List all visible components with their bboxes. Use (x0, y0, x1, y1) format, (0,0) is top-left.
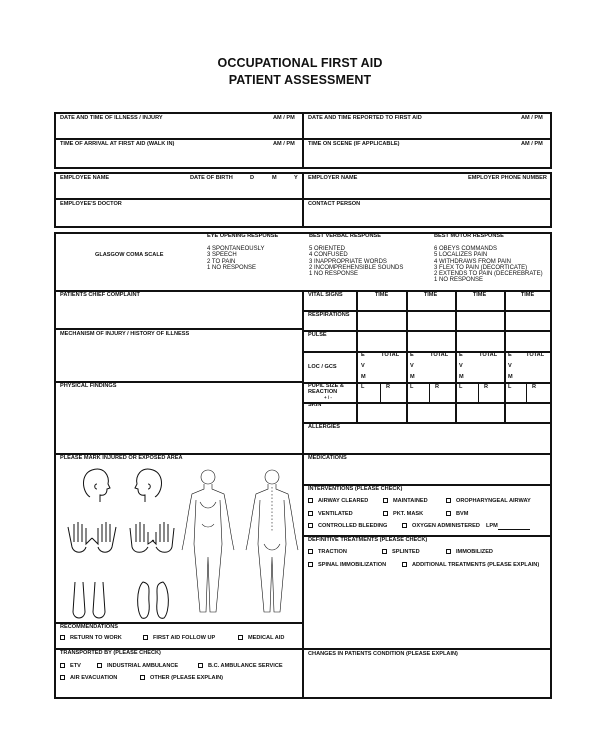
option-label: IMMOBILIZED (456, 549, 493, 555)
eye-response-title: EYE OPENING RESPONSE (207, 233, 279, 239)
checkbox-controlled-bleeding[interactable] (308, 523, 387, 530)
employee-name-field[interactable]: EMPLOYEE NAME (60, 175, 110, 181)
gcs-option: 1 NO RESPONSE (309, 271, 359, 278)
vital-input-cell[interactable] (406, 351, 455, 382)
gcs-v-label: V (459, 363, 463, 369)
gcs-option: 4 WITHDRAWS FROM PAIN (434, 258, 511, 265)
eye-response-list (207, 246, 264, 271)
checkbox-industrial-ambulance[interactable] (97, 663, 178, 670)
checkbox-medical-aid[interactable] (238, 635, 284, 642)
reaction-text: REACTION (308, 389, 338, 395)
checkbox-additional-treatments[interactable] (402, 562, 539, 569)
pupil-right-label: R (532, 384, 537, 390)
checkbox-icon (308, 562, 313, 567)
vital-input-cell[interactable] (504, 298, 551, 310)
vital-input-cell[interactable] (504, 382, 551, 402)
body-diagram[interactable] (60, 462, 300, 622)
gcs-total-label: TOTAL (479, 352, 498, 358)
checkbox-icon (308, 511, 313, 516)
definitive-treatments-title: DEFINITIVE TREATMENTS (PLEASE CHECK) (308, 537, 428, 543)
checkbox-icon (143, 635, 148, 640)
gcs-m-label: M (459, 374, 464, 380)
checkbox-icon (382, 549, 387, 554)
pulse-label: PULSE (308, 332, 327, 338)
loc-gcs-label: LOC / GCS (308, 364, 337, 370)
checkbox-icon (308, 498, 313, 503)
vital-signs-label: VITAL SIGNS (308, 292, 343, 298)
checkbox-traction[interactable] (308, 549, 347, 556)
checkbox-airway-cleared[interactable] (308, 498, 368, 505)
checkbox-icon (402, 523, 407, 528)
vital-input-cell[interactable] (455, 382, 504, 402)
contact-person-field[interactable]: CONTACT PERSON (308, 201, 361, 207)
lpm-label: LPM (486, 523, 498, 529)
vital-input-cell[interactable] (406, 310, 455, 330)
vital-input-cell[interactable] (357, 298, 406, 310)
pupil-right-label: R (484, 384, 489, 390)
pupil-left-label: L (361, 384, 365, 390)
checkbox-icon (238, 635, 243, 640)
option-label: TRACTION (318, 549, 347, 555)
mark-area-label: PLEASE MARK INJURED OR EXPOSED AREA (60, 455, 183, 461)
head-right-profile-icon (84, 469, 111, 502)
vital-input-cell[interactable] (406, 298, 455, 310)
vital-input-cell[interactable] (357, 382, 406, 402)
employer-name-field[interactable]: EMPLOYER NAME (308, 175, 358, 181)
option-label: INDUSTRIAL AMBULANCE (107, 663, 179, 669)
gcs-v-label: V (361, 363, 365, 369)
checkbox-bc-ambulance[interactable] (198, 663, 283, 670)
checkbox-immobilized[interactable] (446, 549, 493, 556)
gcs-e-label: E (361, 352, 365, 358)
motor-response-list (434, 246, 543, 284)
vital-input-cell[interactable] (455, 298, 504, 310)
checkbox-pkt-mask[interactable] (383, 511, 423, 518)
time-header: TIME (520, 292, 535, 298)
respirations-label: RESPIRATIONS (308, 312, 350, 318)
option-label: BVM (456, 511, 469, 517)
form-title-line2: PATIENT ASSESSMENT (228, 73, 372, 87)
plus-minus-text: + / - (324, 395, 332, 400)
vital-input-cell[interactable] (406, 402, 455, 422)
vital-input-cell[interactable] (455, 330, 504, 351)
option-label: CONTROLLED BLEEDING (318, 523, 388, 529)
dob-year: Y (294, 175, 298, 181)
pupil-left-label: L (459, 384, 463, 390)
vital-input-cell[interactable] (357, 330, 406, 351)
time-on-scene-field[interactable]: TIME ON SCENE (IF APPLICABLE) (308, 141, 400, 147)
checkbox-bvm[interactable] (446, 511, 468, 518)
gcs-label: GLASGOW COMA SCALE (95, 252, 164, 258)
checkbox-first-aid-follow-up[interactable] (143, 635, 215, 642)
hands-palm-icon (130, 522, 174, 552)
head-left-profile-icon (135, 469, 162, 502)
reported-datetime-field[interactable]: DATE AND TIME REPORTED TO FIRST AID (308, 115, 422, 121)
option-label: OTHER (PLEASE EXPLAIN) (150, 675, 224, 681)
gcs-e-label: E (410, 352, 414, 358)
gcs-option: 3 INAPPROPRIATE WORDS (309, 258, 387, 265)
employee-doctor-field[interactable]: EMPLOYEE'S DOCTOR (60, 201, 122, 207)
gcs-option: 3 SPEECH (207, 252, 237, 259)
checkbox-return-to-work[interactable] (60, 635, 122, 642)
gcs-option: 4 SPONTANEOUSLY (207, 246, 265, 252)
gcs-option: 2 TO PAIN (207, 258, 236, 265)
gcs-e-label: E (459, 352, 463, 358)
changes-condition-field[interactable]: CHANGES IN PATIENTS CONDITION (PLEASE EXPLAIN) (308, 651, 458, 657)
checkbox-icon (60, 663, 65, 668)
allergies-field[interactable]: ALLERGIES (308, 424, 341, 430)
checkbox-icon (308, 549, 313, 554)
skin-label: SKIN (308, 402, 322, 408)
gcs-option: 3 FLEX TO PAIN (DECORTICATE) (434, 264, 528, 271)
verbal-response-list (309, 246, 403, 277)
verbal-response-title: BEST VERBAL RESPONSE (309, 233, 382, 239)
checkbox-etv[interactable] (60, 663, 81, 670)
gcs-option: 5 LOCALIZES PAIN (434, 252, 488, 259)
checkbox-spinal-immobilization[interactable] (308, 562, 386, 569)
transported-title: TRANSPORTED BY (PLEASE CHECK) (60, 650, 161, 656)
checkbox-icon (402, 562, 407, 567)
gcs-m-label: M (361, 374, 366, 380)
pupil-left-label: L (410, 384, 414, 390)
checkbox-icon (308, 523, 313, 528)
gcs-option: 4 CONFUSED (309, 252, 348, 259)
pupil-size-text: PUPIL SIZE & (308, 383, 344, 389)
time-header: TIME (423, 292, 438, 298)
gcs-option: 6 OBEYS COMMANDS (434, 246, 498, 252)
checkbox-air-evacuation[interactable] (60, 675, 117, 682)
checkbox-icon (383, 498, 388, 503)
option-label: AIRWAY CLEARED (318, 498, 369, 504)
gcs-option: 1 NO RESPONSE (207, 264, 257, 271)
mechanism-field[interactable]: MECHANISM OF INJURY / HISTORY OF ILLNESS (60, 331, 190, 337)
vital-input-cell[interactable] (455, 351, 504, 382)
pupil-label (308, 383, 344, 401)
body-back-icon (246, 470, 298, 612)
divider (54, 328, 303, 330)
vital-input-cell[interactable] (504, 402, 551, 422)
checkbox-icon (446, 511, 451, 516)
ampm-label[interactable]: AM / PM (273, 141, 295, 147)
pupil-left-label: L (508, 384, 512, 390)
checkbox-maintained[interactable] (383, 498, 428, 505)
option-label: AIR EVACUATION (70, 675, 118, 681)
gcs-total-label: TOTAL (526, 352, 545, 358)
body-front-icon (182, 470, 234, 612)
option-label: MAINTAINED (393, 498, 428, 504)
checkbox-icon (446, 549, 451, 554)
gcs-m-label: M (508, 374, 513, 380)
option-label: ETV (70, 663, 81, 669)
dob-month: M (272, 175, 277, 181)
checkbox-icon (140, 675, 145, 680)
vital-input-cell[interactable] (357, 351, 406, 382)
gcs-option: 5 ORIENTED (309, 246, 346, 252)
form-title-line1: OCCUPATIONAL FIRST AID (217, 56, 383, 70)
gcs-m-label: M (410, 374, 415, 380)
checkbox-icon (446, 498, 451, 503)
checkbox-ventilated[interactable] (308, 511, 353, 518)
gcs-v-label: V (410, 363, 414, 369)
ampm-label[interactable]: AM / PM (521, 115, 543, 121)
feet-sole-icon (138, 582, 169, 618)
pupil-right-label: R (435, 384, 440, 390)
lpm-input-line[interactable] (498, 524, 530, 530)
divider (302, 112, 304, 169)
option-label: MEDICAL AID (248, 635, 285, 641)
illness-datetime-field[interactable]: DATE AND TIME OF ILLNESS / INJURY (60, 115, 163, 121)
recommendations-title: RECOMMENDATIONS (60, 624, 119, 630)
time-header: TIME (472, 292, 487, 298)
chief-complaint-field[interactable]: PATIENTS CHIEF COMPLAINT (60, 292, 140, 298)
checkbox-icon (60, 635, 65, 640)
vital-input-cell[interactable] (406, 330, 455, 351)
arrival-time-field[interactable]: TIME OF ARRIVAL AT FIRST AID (WALK IN) (60, 141, 175, 147)
gcs-total-label: TOTAL (430, 352, 449, 358)
motor-response-title: BEST MOTOR RESPONSE (434, 233, 504, 239)
dob-day: D (250, 175, 255, 181)
divider (302, 172, 304, 228)
interventions-title: INTERVENTIONS (PLEASE CHECK) (308, 486, 403, 492)
gcs-v-label: V (508, 363, 512, 369)
medications-field[interactable]: MEDICATIONS (308, 455, 347, 461)
checkbox-icon (60, 675, 65, 680)
option-label: SPLINTED (392, 549, 420, 555)
vital-input-cell[interactable] (455, 402, 504, 422)
option-label: OROPHARYNGEAL AIRWAY (456, 498, 531, 504)
hands-back-icon (68, 522, 116, 552)
dob-field[interactable]: DATE OF BIRTH (190, 175, 233, 181)
pupil-right-label: R (386, 384, 391, 390)
gcs-option: 2 EXTENDS TO PAIN (DECEREBRATE) (434, 271, 543, 278)
vital-input-cell[interactable] (504, 330, 551, 351)
option-label: VENTILATED (318, 511, 353, 517)
option-label: ADDITIONAL TREATMENTS (PLEASE EXPLAIN) (412, 562, 540, 568)
checkbox-icon (97, 663, 102, 668)
option-label: FIRST AID FOLLOW UP (153, 635, 216, 641)
vital-input-cell[interactable] (504, 351, 551, 382)
checkbox-icon (383, 511, 388, 516)
time-header: TIME (374, 292, 389, 298)
vital-input-cell[interactable] (406, 382, 455, 402)
checkbox-other[interactable] (140, 675, 223, 682)
vital-input-cell[interactable] (504, 310, 551, 330)
gcs-option: 1 NO RESPONSE (434, 277, 484, 284)
checkbox-splinted[interactable] (382, 549, 420, 556)
feet-top-icon (73, 582, 105, 618)
vital-input-cell[interactable] (455, 310, 504, 330)
option-label: B.C. AMBULANCE SERVICE (208, 663, 283, 669)
option-label: RETURN TO WORK (70, 635, 122, 641)
checkbox-icon (198, 663, 203, 668)
lpm-field[interactable] (486, 523, 530, 530)
gcs-total-label: TOTAL (381, 352, 400, 358)
gcs-e-label: E (508, 352, 512, 358)
option-label: SPINAL IMMOBILIZATION (318, 562, 387, 568)
gcs-option: 2 INCOMPREHENSIBLE SOUNDS (309, 264, 404, 271)
physical-findings-field[interactable]: PHYSICAL FINDINGS (60, 383, 117, 389)
checkbox-oxygen-administered[interactable] (402, 523, 480, 530)
option-label: OXYGEN ADMINISTERED (412, 523, 480, 529)
ampm-label[interactable]: AM / PM (273, 115, 295, 121)
ampm-label[interactable]: AM / PM (521, 141, 543, 147)
employer-phone-field[interactable]: EMPLOYER PHONE NUMBER (468, 175, 547, 181)
option-label: PKT. MASK (393, 511, 424, 517)
checkbox-oropharyngeal-airway[interactable] (446, 498, 531, 505)
vital-input-cell[interactable] (357, 402, 406, 422)
vital-input-cell[interactable] (357, 310, 406, 330)
